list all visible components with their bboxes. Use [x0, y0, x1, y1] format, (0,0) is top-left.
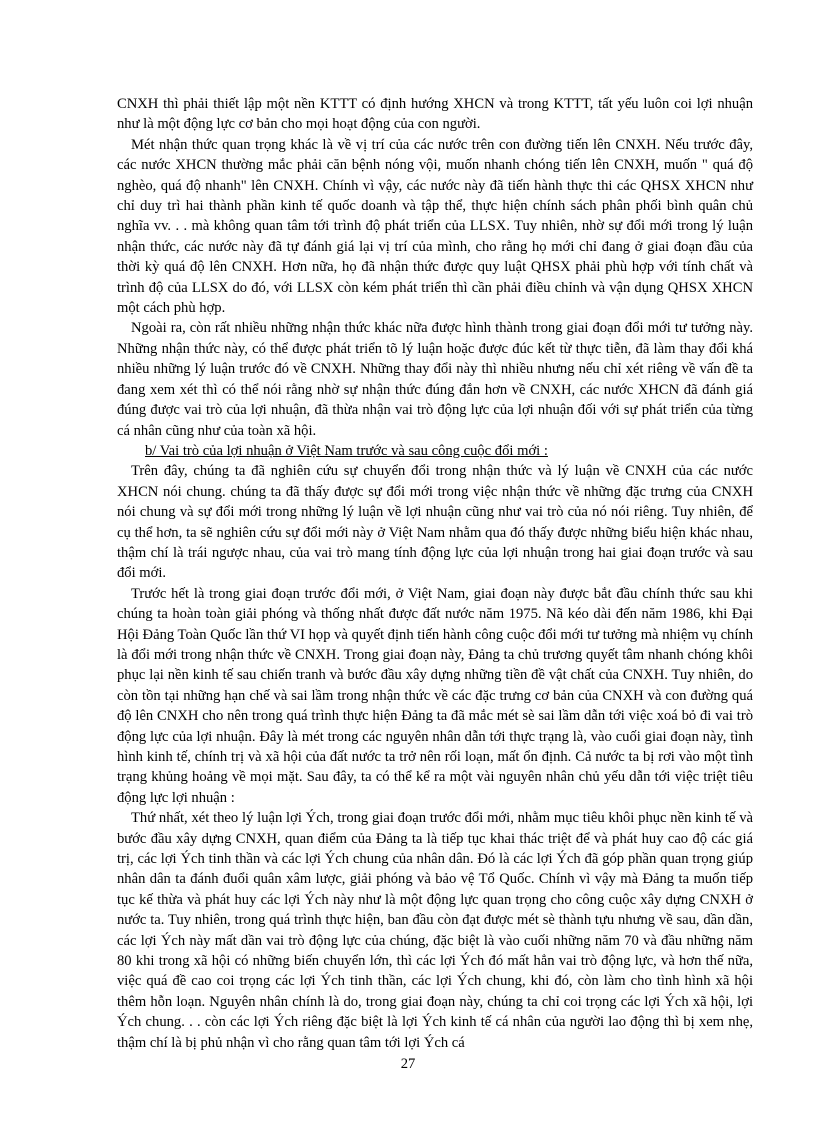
paragraph-first-reason: Thứ nhất, xét theo lý luận lợi Ých, trong giai đoạn trước đổi mới, nhằm mục tiêu khôi phục nền kinh tế và bước đầu xây dựng CNXH, quan điểm của Đảng ta là tiếp tục khai thác triệt để và phát huy cao độ các giá trị, các lợi Ých tinh thần và các lợi Ých chung của nhân dân. Đó là các lợi Ých đã góp phần quan trọng giúp nhân dân ta đánh đuổi quân xâm lược, giải phóng và bảo vệ Tổ Quốc. Chính vì vậy mà Đảng ta muốn tiếp tục kế thừa và phát huy các lợi Ých này như là một động lực quan trọng cho công cuộc xây dựng CNXH ở nước ta. Tuy nhiên, trong quá trình thực hiện, ban đầu còn đạt được mét sè thành tựu nhưng về sau, dần dần, các lợi Ých này mất dần vai trò động lực của chúng, đặc biệt là vào cuối những năm 70 và đầu những năm 80 khi trong xã hội có những biến chuyển lớn, thì các lợi Ých đó mất hẳn vai trò động lực, và hơn thế nữa, việc quá đề cao coi trọng các lợi Ých tinh thần, các lợi Ých chung, khi đó, còn làm cho tình hình xã hội thêm hỗn loạn. Nguyên nhân chính là do, trong giai đoạn này, chúng ta chỉ coi trọng các lợi Ých xã hội, lợi Ých chung. . . còn các lợi Ých riêng đặc biệt là lợi Ých kinh tế cá nhân của người lao động thì bị xem nhẹ, thậm chí là bị phủ nhận vì cho rằng quan tâm tới lợi Ých cá: [117, 810, 753, 1051]
page-number: 27: [400, 1056, 416, 1072]
paragraph-other-perceptions: Ngoài ra, còn rất nhiều những nhận thức khác nữa được hình thành trong giai đoạn đổi mới tư tưởng này. Những nhận thức này, có thể được phát triển tõ lý luận hoặc được đúc kết từ thực tiễn, đã làm thay đổi khá nhiều những lý luận trước đó về CNXH. Những thay đổi này thì nhiều nhưng nếu chỉ xét riêng về vấn đề ta đang xem xét thì có thể nói rằng nhờ sự nhận thức đúng đắn hơn về CNXH, các nước XHCN đã đánh giá đúng được vai trò của lợi nhuận, đã thừa nhận vai trò động lực của lợi nhuận đối với sự phát triển của từng cá nhân cũng như của toàn xã hội.: [117, 320, 753, 439]
paragraph-continuation: CNXH thì phải thiết lập một nền KTTT có định hướng XHCN và trong KTTT, tất yếu luôn coi lợi nhuận như là một động lực cơ bản cho mọi hoạt động của con người.: [117, 96, 753, 133]
section-heading: b/ Vai trò của lợi nhuận ở Việt Nam trước và sau công cuộc đổi mới :: [145, 442, 548, 459]
section-heading-wrapper: [117, 441, 753, 461]
document-body: [117, 94, 753, 1053]
paragraph-overview: Trên đây, chúng ta đã nghiên cứu sự chuyển đổi trong nhận thức và lý luận về CNXH của các nước XHCN nói chung. chúng ta đã thấy được sự đổi mới trong việc nhận thức về những đặc trưng của CNXH nói chung và sự đổi mới trong những lý luận về lợi nhuận cũng như vai trò của nó nói riêng. Tuy nhiên, để cụ thể hơn, ta sẽ nghiên cứu sự đổi mới này ở Việt Nam nhằm qua đó thấy được những biểu hiện khác nhau, thậm chí là trái ngược nhau, của vai trò mang tính động lực của lợi nhuận trong hai giai đoạn trước và sau đổi mới.: [117, 463, 753, 582]
paragraph-pre-reform: Trước hết là trong giai đoạn trước đổi mới, ở Việt Nam, giai đoạn này được bắt đầu chính thức sau khi chúng ta hoàn toàn giải phóng và thống nhất được đất nước năm 1975. Nã kéo dài đến năm 1986, khi Đại Hội Đảng Toàn Quốc lần thứ VI họp và quyết định tiến hành công cuộc đổi mới tư tưởng mà nhiệm vụ chính là đổi mới trong nhận thức về CNXH. Trong giai đoạn này, Đảng ta chủ trương quyết tâm nhanh chóng khôi phục lại nền kinh tế sau chiến tranh và bước đầu xây dựng những tiền đề vật chất của CNXH. Tuy nhiên, do còn tồn tại những hạn chế và sai lầm trong nhận thức về các đặc trưng cơ bản của CNXH và con đường quá độ lên CNXH cho nên trong quá trình thực hiện Đảng ta đã mắc mét sè sai lầm dẫn tới việc xoá bỏ đi vai trò động lực của lợi nhuận. Đây là mét trong các nguyên nhân dẫn tới thực trạng là, vào cuối giai đoạn này, tình hình kinh tế, chính trị và xã hội của đất nước ta trở nên rối loạn, mất ổn định. Cả nước ta bị rơi vào một tình trạng khủng hoảng về mọi mặt. Sau đây, ta có thể kể ra một vài nguyên nhân chủ yếu dẫn tới việc triệt tiêu động lực lợi nhuận :: [117, 585, 753, 806]
paragraph-socialism-position: Mét nhận thức quan trọng khác là về vị trí của các nước trên con đường tiến lên CNXH. Nếu trước đây, các nước XHCN thường mắc phải căn bệnh nóng vội, muốn nhanh chóng tiến lên CNXH, muốn " quá độ nghèo, quá độ nhanh" lên CNXH. Chính vì vậy, các nước này đã tiến hành thực thi các QHSX XHCN như chỉ duy trì hai thành phần kinh tế quốc doanh và tập thể, thực hiện chính sách phân phối bình quân chủ nghĩa vv. . . mà không quan tâm tới trình độ phát triển của LLSX. Tuy nhiên, nhờ sự đổi mới trong lý luận nhận thức, các nước này đã tự đánh giá lại vị trí của mình, cho rằng họ mới chỉ đang ở giai đoạn đầu của thời kỳ quá độ lên CNXH. Hơn nữa, họ đã nhận thức được quy luật QHSX phải phù hợp với tính chất và trình độ của LLSX do đó, với LLSX còn kém phát triển thì cần phải điều chỉnh và vận dụng QHSX XHCN một cách phù hợp.: [117, 136, 753, 317]
